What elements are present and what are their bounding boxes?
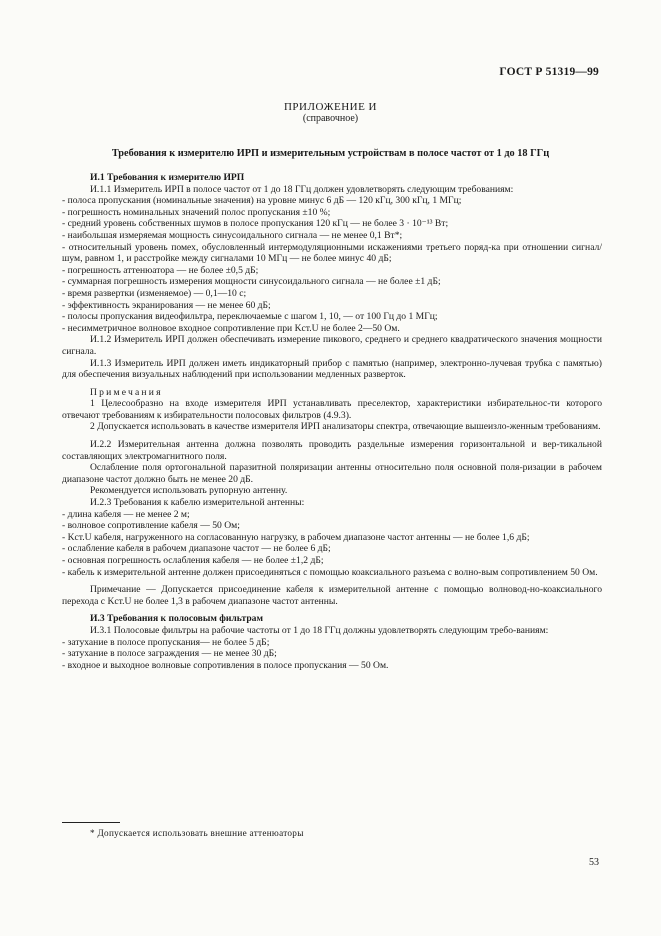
document-body xyxy=(62,172,602,671)
list-item: - Kст.U кабеля, нагруженного на согласованную нагрузку, в рабочем диапазоне частот антенны — не более 1,6 дБ; xyxy=(62,531,530,543)
list-item: - время развертки (изменяемое) — 0,1—10 с; xyxy=(62,287,247,299)
list-item: - входное и выходное волновые сопротивления в полосе пропускания — 50 Ом. xyxy=(62,659,389,671)
paragraph: И.2.2 Измерительная антенна должна позволять проводить раздельные измерения горизонтальной и вер-тикальной составляющих электромагнитного поля. xyxy=(62,439,602,462)
list-item: - затухание в полосе заграждения — не менее 30 дБ; xyxy=(62,648,277,660)
list-item: - наибольшая измеряемая мощность синусоидального сигнала — не менее 0,1 Вт*; xyxy=(62,229,403,241)
list-item: - полосы пропускания видеофильтра, переключаемые с шагом 1, 10, — от 100 Гц до 1 МГц; xyxy=(62,311,438,323)
list-item: - эффективность экранирования — не менее 60 дБ; xyxy=(62,299,271,311)
list-item: - кабель к измерительной антенне должен присоединяться с помощью коаксиального разъема с волно-вым сопротивлением 50 Ом. xyxy=(62,566,598,578)
list-item: - волновое сопротивление кабеля — 50 Ом; xyxy=(62,520,240,532)
list-item: - полоса пропускания (номинальные значения) на уровне минус 6 дБ — 120 кГц, 300 кГц, 1 МГц; xyxy=(62,195,462,207)
paragraph: И.1.1 Измеритель ИРП в полосе частот от 1 до 18 ГГц должен удовлетворять следующим требованиям: xyxy=(90,183,514,195)
list-item: - ослабление кабеля в рабочем диапазоне частот — не более 6 дБ; xyxy=(62,543,331,555)
page-number: 53 xyxy=(589,857,599,868)
list-item: - погрешность номинальных значений полос пропускания ±10 %; xyxy=(62,206,331,218)
list-item: - затухание в полосе пропускания— не более 5 дБ; xyxy=(62,636,270,648)
note: 1 Целесообразно на входе измерителя ИРП устанавливать преселектор, характеристики избирательнос-ти которого отвечают требованиям к избирательности полосовых фильтров (4.9.3). xyxy=(62,398,602,421)
footnote-rule xyxy=(62,822,120,823)
list-item: - основная погрешность ослабления кабеля — не более ±1,2 дБ; xyxy=(62,555,324,566)
paragraph: И.1.3 Измеритель ИРП должен иметь индикаторный прибор с памятью (например, электронно-лучевая трубка с памятью) для обеспечения визуальных наблюдений при использовании медленных разверток. xyxy=(62,357,602,381)
paragraph: Рекомендуется использовать рупорную антенну. xyxy=(90,485,288,497)
appendix-subtitle: (справочное) xyxy=(302,113,359,124)
list-item: - длина кабеля — не менее 2 м; xyxy=(62,508,190,520)
paragraph: И.2.3 Требования к кабелю измерительной антенны: xyxy=(90,497,305,509)
note: 2 Допускается использовать в качестве измерителя ИРП анализаторы спектра, отвечающие вышеизло-женным требованиям. xyxy=(90,421,601,433)
paragraph: И.1.2 Измеритель ИРП должен обеспечивать измерение пикового, среднего и среднего квадратического значения мощности сигнала. xyxy=(62,334,602,357)
list-item: - суммарная погрешность измерения мощности синусоидального сигнала — не более ±1 дБ; xyxy=(62,276,441,288)
list-item: - погрешность аттенюатора — не более ±0,5 дБ; xyxy=(62,264,259,276)
paragraph: И.3.1 Полосовые фильтры на рабочие частоты от 1 до 18 ГГц должны удовлетворять следующим требо-ваниям: xyxy=(90,624,549,636)
list-item: - относительный уровень помех, обусловленный интермодуляционными искажениями третьего поряд-ка при отношении сигнал/шум, равном 1, и расстройке между сигналами 10 МГц — не более минус 40 дБ; xyxy=(62,241,602,265)
footnote: * Допускается использовать внешние аттенюаторы xyxy=(90,828,304,838)
section-heading: И.3 Требования к полосовым фильтрам xyxy=(90,613,264,625)
paragraph: Ослабление поля ортогональной паразитной поляризации антенны относительно поля основной поля-ризации в рабочем диапазоне частот должно быть не менее 20 дБ. xyxy=(62,462,602,485)
main-title: Требования к измерителю ИРП и измерительным устройствам в полосе частот от 1 до 18 ГГц xyxy=(111,148,550,159)
appendix-title: ПРИЛОЖЕНИЕ И xyxy=(283,101,377,113)
notes-heading: Примечания xyxy=(90,386,163,398)
list-item: - средний уровень собственных шумов в полосе пропускания 120 кГц — не более 3 · 10⁻¹³ Вт; xyxy=(62,218,449,230)
standard-header: ГОСТ Р 51319—99 xyxy=(499,66,599,78)
list-item: - несимметричное волновое входное сопротивление при Kст.U не более 2—50 Ом. xyxy=(62,322,400,334)
note: Примечание — Допускается присоединение кабеля к измерительной антенне с помощью волновод-но-коаксиального перехода с Kст.U не более 1,3 в рабочем диапазоне частот антенны. xyxy=(62,584,602,607)
section-heading: И.1 Требования к измерителю ИРП xyxy=(90,172,245,183)
